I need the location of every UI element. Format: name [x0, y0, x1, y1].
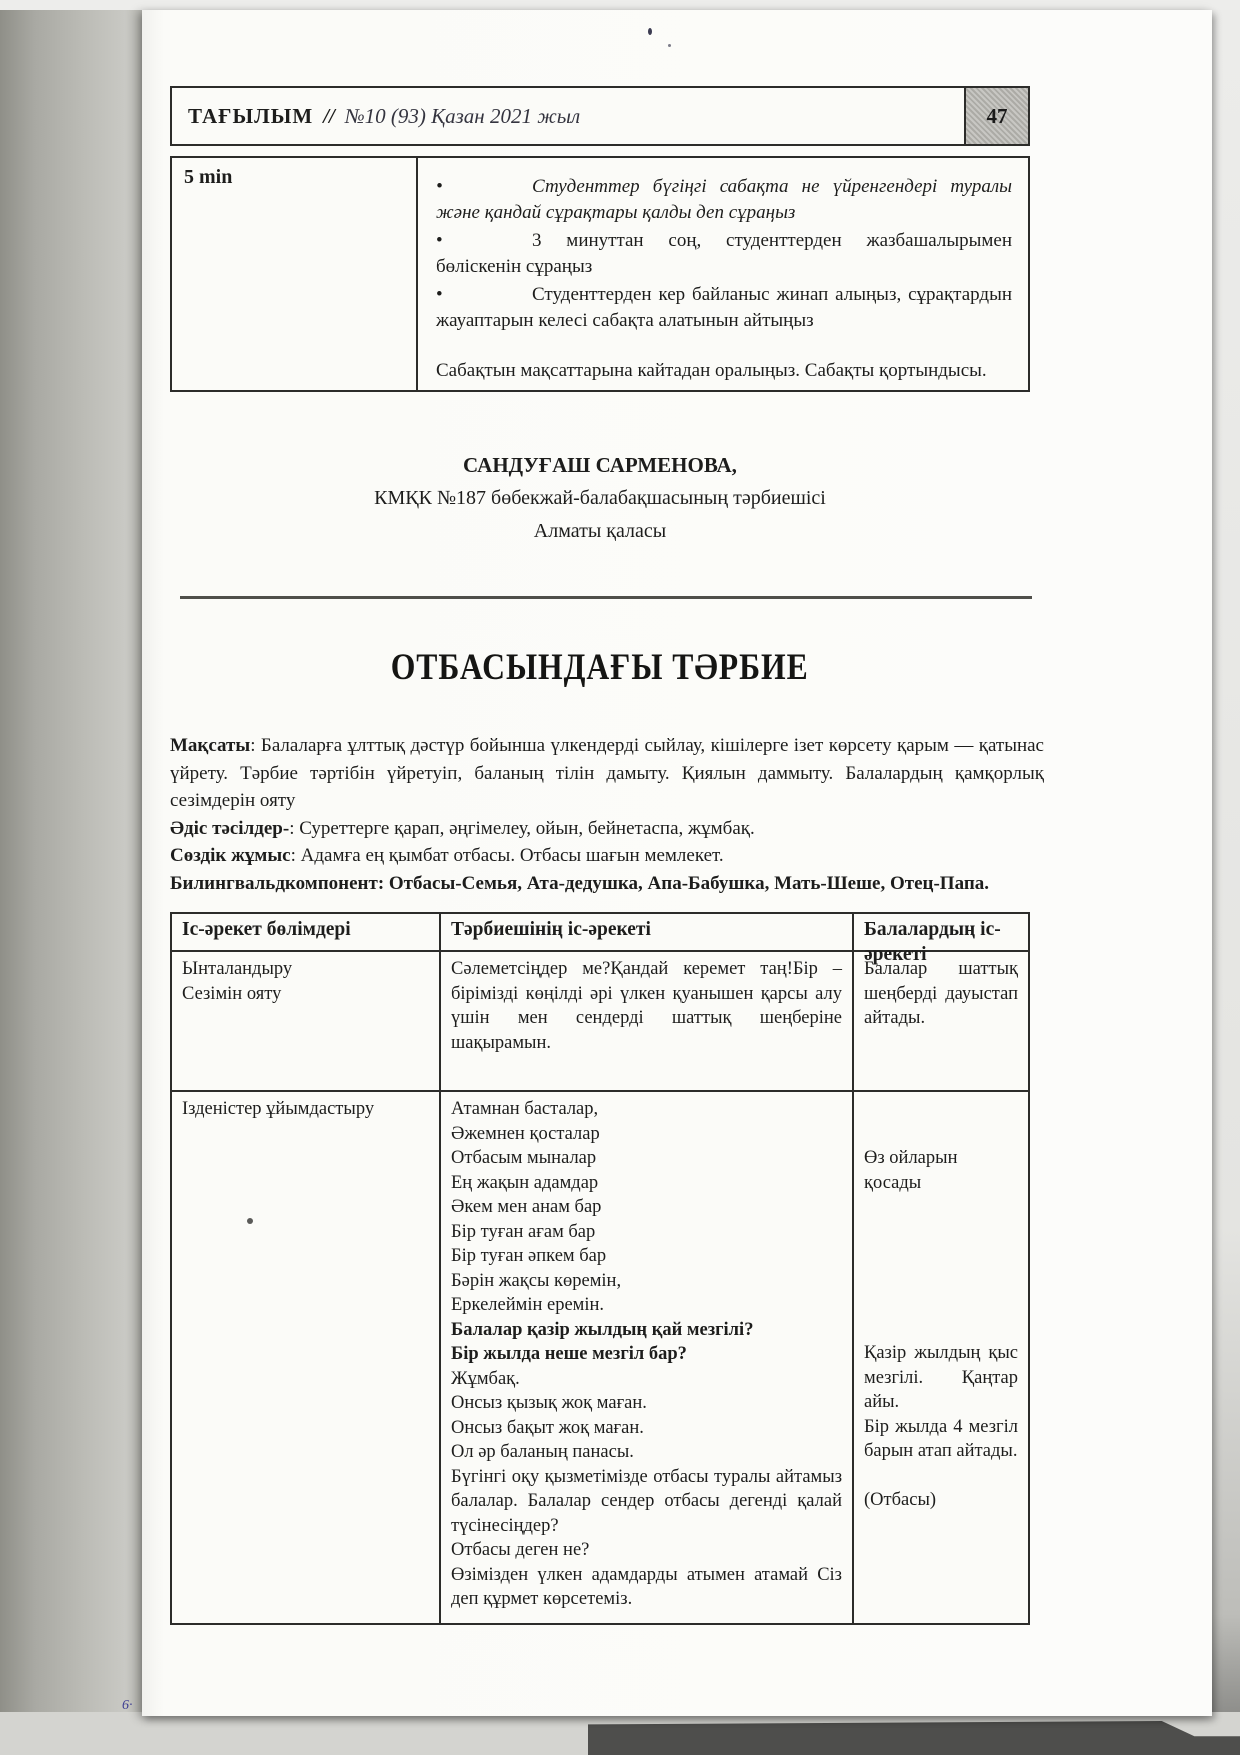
- author-affiliation: КМҚК №187 бөбекжай-балабақшасының тәрбиешісі: [374, 487, 826, 509]
- poem-line: Бәрін жақсы көремін,: [451, 1270, 622, 1291]
- children-activity-cell: Балалар шаттық шеңберді дауыстап айтады.: [864, 959, 1018, 1028]
- scan-right-margin: [1210, 0, 1240, 1755]
- spacer: [864, 1464, 1018, 1488]
- methods-text: : Суреттерге қарап, әңгімелеу, ойын, бейнетаспа, жұмбақ.: [289, 817, 755, 839]
- bullet-icon: •: [436, 230, 443, 251]
- scan-binding-margin: [0, 0, 142, 1755]
- column-header: Балалардың іс-әрекеті: [864, 919, 1001, 965]
- vocab-label: Сөздік жұмыс: [170, 845, 291, 866]
- scanned-page: [142, 10, 1212, 1716]
- stage-cell: Ізденістер ұйымдастыру: [172, 1092, 441, 1623]
- goal-text: : Балаларға ұлттық дәстүр бойынша үлкендерді сыйлау, кішілерге ізет көрсету қарым — қатынас үйрету. Тәрбие тәртібін үйретуіп, баланың тілін дамыту. Қиялын даммыту. Балалардың қамқорлық сезімдерін ояту: [170, 735, 1044, 811]
- bullet-item: [436, 228, 1012, 280]
- journal-title: ТАҒЫЛЫМ: [188, 103, 314, 128]
- children-answer: Бір жылда 4 мезгіл барын атап айтады.: [864, 1416, 1018, 1461]
- bullet-icon: •: [436, 176, 443, 197]
- spacer: [864, 1097, 1018, 1146]
- poem-line: Бір туған ағам бар: [451, 1221, 596, 1242]
- poem-line: Отбасым мыналар: [451, 1148, 597, 1168]
- goal-label: Мақсаты: [170, 735, 251, 756]
- children-answer: (Отбасы): [864, 1489, 937, 1510]
- table-row: [172, 1092, 1028, 1623]
- prose-paragraph: Бүгінгі оқу қызметімізде отбасы туралы айтамыз балалар. Балалар сендер отбасы дегенді қалай түсінесіңдер?: [451, 1466, 842, 1536]
- article-intro: [170, 732, 1044, 897]
- bullet-item: [436, 174, 1012, 226]
- question-line: Балалар қазір жылдың қай мезгілі?: [451, 1319, 754, 1340]
- prose-paragraph: Отбасы деген не?: [451, 1540, 590, 1560]
- column-header: Іс-әрекет бөлімдері: [172, 914, 441, 950]
- poem-line: Ең жақын адамдар: [451, 1172, 599, 1193]
- bullet-icon: •: [436, 284, 443, 305]
- vocab-paragraph: [170, 842, 1044, 870]
- ink-speck: [668, 44, 671, 47]
- closing-paragraph: Сабақтын мақсаттарына кайтадан оралыңыз. Сабақты қортындысы.: [436, 360, 987, 381]
- time-label: 5 min: [184, 166, 233, 188]
- methods-paragraph: [170, 815, 1044, 843]
- methods-label: Әдіс тәсілдер-: [170, 817, 290, 839]
- journal-header-bar: [170, 86, 1030, 146]
- table-row: [172, 952, 1028, 1092]
- teacher-activity-cell: Сәлеметсіңдер ме?Қандай керемет таң!Бір –бірімізді көңілді әрі үлкен қуанышен қарсы алу үшін мен сендерді шаттық шеңберіне шақырамын.: [441, 952, 854, 1090]
- poem-line: Әкем мен анам бар: [451, 1197, 602, 1217]
- children-activity-cell: [854, 1092, 1028, 1623]
- stage-line: Ынталандыру: [182, 959, 293, 979]
- author-block: [170, 448, 1030, 548]
- spacer: [864, 1195, 1018, 1341]
- column-header: Тәрбиешінің іс-әрекеті: [441, 914, 854, 950]
- bullet-text: Студенттерден кер байланыс жинап алыңыз, сұрақтардын жауаптарын келесі сабақта алатынын айтыңыз: [436, 284, 1012, 331]
- children-answer: Қазір жылдың қыс мезгілі. Қаңтар айы.: [864, 1343, 1018, 1412]
- lesson-table: [170, 912, 1030, 1625]
- article-title: ОТБАСЫНДАҒЫ ТӘРБИЕ: [391, 647, 809, 689]
- bilingual-paragraph: Билингвальдкомпонент: Отбасы-Семья, Ата-дедушка, Апа-Бабушка, Мать-Шеше, Отец-Папа.: [170, 872, 990, 894]
- page-number-badge: 47: [964, 88, 1028, 144]
- section-divider-rule: [180, 596, 1032, 599]
- poem-line: Бір туған әпкем бар: [451, 1246, 607, 1266]
- children-note: Өз ойларын қосады: [864, 1148, 958, 1193]
- bullet-item: [436, 282, 1012, 334]
- lesson-table-header-row: [172, 914, 1028, 965]
- author-name: САНДУҒАШ САРМЕНОВА,: [463, 453, 737, 477]
- stage-line: Сезімін ояту: [182, 983, 282, 1004]
- question-line: Бір жылда неше мезгіл бар?: [451, 1344, 687, 1364]
- journal-issue: №10 (93) Қазан 2021 жыл: [344, 103, 581, 128]
- riddle-line: Онсыз бақыт жоқ маған.: [451, 1417, 644, 1438]
- riddle-line: Ол әр баланың панасы.: [451, 1442, 634, 1462]
- riddle-line: Онсыз қызық жоқ маған.: [451, 1393, 647, 1413]
- poem-line: Атамнан басталар,: [451, 1099, 599, 1119]
- top-lesson-table: [170, 156, 1030, 392]
- ink-speck: [648, 28, 652, 35]
- teacher-activity-cell: [441, 1092, 854, 1623]
- goal-paragraph: [170, 732, 1044, 815]
- ink-speck: [247, 1218, 253, 1224]
- author-city: Алматы қаласы: [533, 520, 667, 542]
- bullet-text: 3 минуттан соң, студенттерден жазбашалырымен бөліскенін сұраңыз: [436, 230, 1012, 277]
- poem-line: Әжемнен қосталар: [451, 1123, 600, 1144]
- stage-cell: [172, 952, 441, 1090]
- riddle-label: Жұмбақ.: [451, 1368, 520, 1389]
- bullet-text: Студенттер бүгіңгі сабақта не үйренгендері туралы және қандай сұрақтары қалды деп сұраңыз: [436, 176, 1012, 223]
- top-table-time-cell: [172, 158, 418, 390]
- top-table-content-cell: [418, 158, 1028, 390]
- margin-note: 6·: [122, 1698, 133, 1713]
- scan-top-strip: [0, 0, 1240, 10]
- article-title-wrap: [170, 647, 1030, 689]
- prose-paragraph: Өзімізден үлкен адамдарды атымен атамай Сіз деп құрмет көрсетеміз.: [451, 1564, 842, 1609]
- scan-dark-band: [588, 1721, 1240, 1755]
- journal-separator: //: [323, 103, 335, 128]
- poem-line: Еркелеймін еремін.: [451, 1295, 605, 1315]
- vocab-text: : Адамға ең қымбат отбасы. Отбасы шағын мемлекет.: [290, 845, 724, 866]
- journal-header-text: [172, 88, 964, 144]
